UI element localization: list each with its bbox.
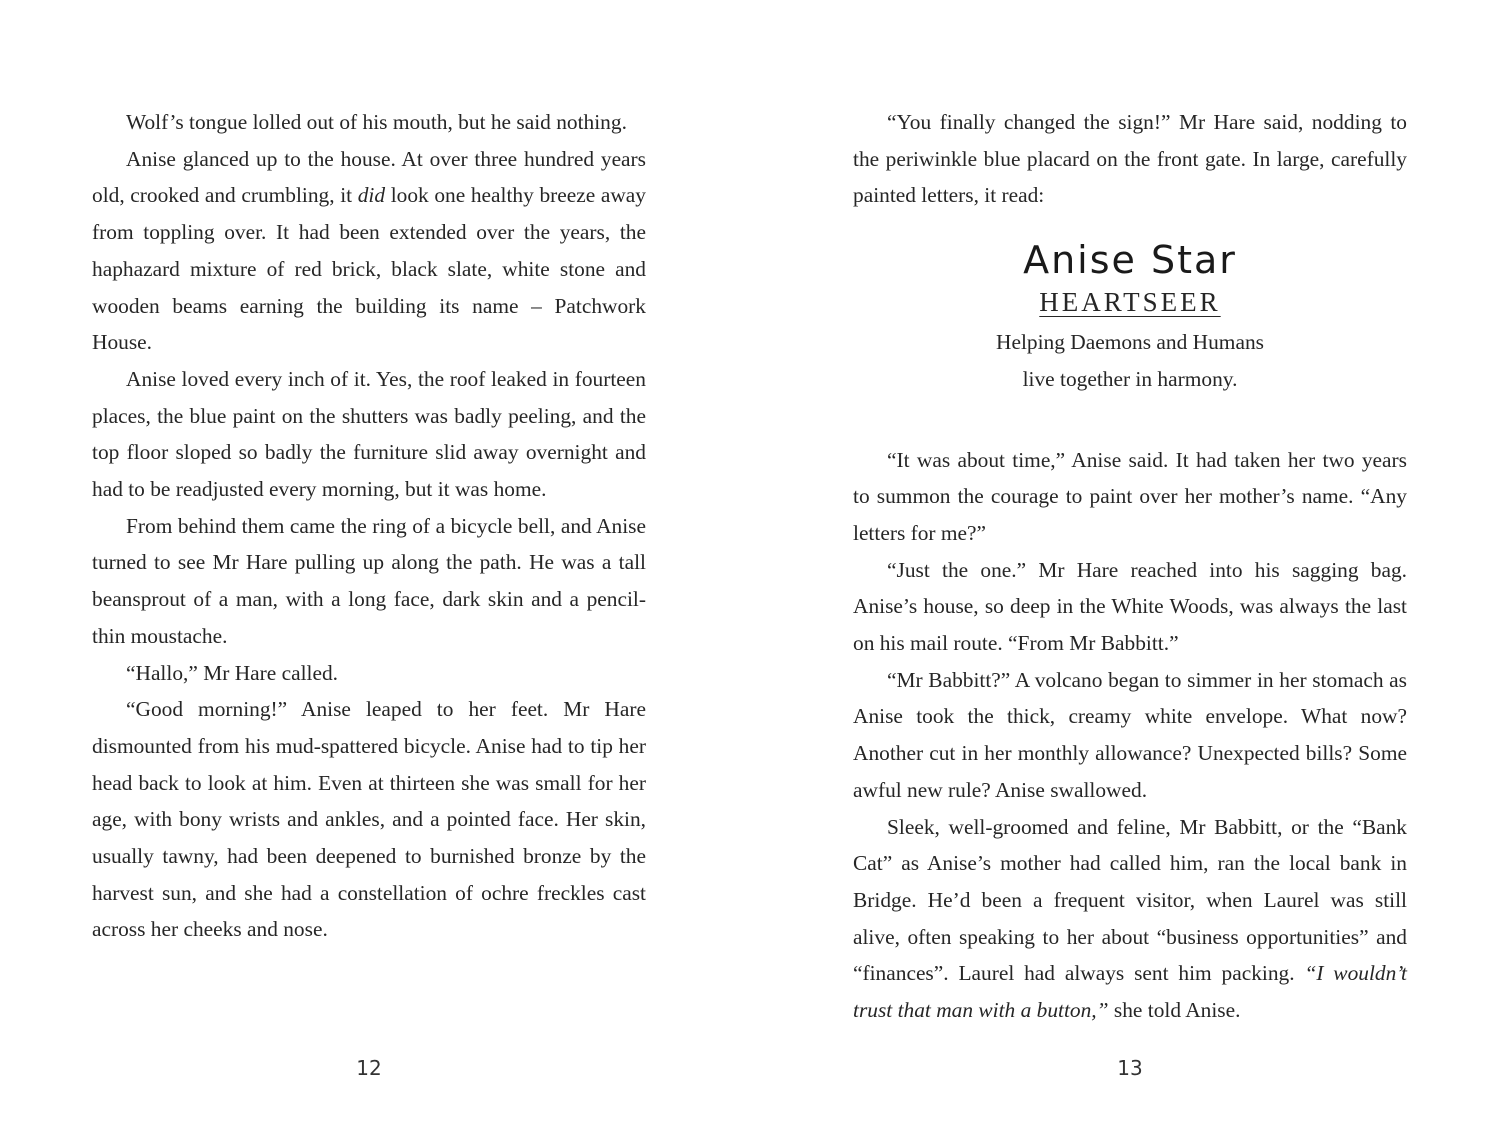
paragraph: From behind them came the ring of a bicycle bell, and Anise turned to see Mr Hare pulling up along the path. He was a tall beansprout of a man, with a long face, dark skin and a pencil-thin moustache. — [92, 513, 646, 648]
paragraph: Anise loved every inch of it. Yes, the roof leaked in fourteen places, the blue paint on the shutters was badly peeling, and the top floor sloped so badly the furniture slid away overnight and had to be readjusted every morning, but it was home. — [92, 366, 646, 502]
sign-line: Helping Daemons and Humans — [996, 330, 1264, 355]
paragraph — [853, 809, 1407, 1029]
paragraph: “Just the one.” Mr Hare reached into his sagging bag. Anise’s house, so deep in the White Woods, was always the last on his mail route. “From Mr Babbitt.” — [853, 557, 1407, 656]
sign-subtitle: HEARTSEER — [1039, 287, 1221, 318]
paragraph: “Good morning!” Anise leaped to her feet. Mr Hare dismounted from his mud-spattered bicycle. Anise had to tip her head back to look at him. Even at thirteen she was small for her age, with bony wrists and ankles, and a pointed face. Her skin, usually tawny, had been deepened to burnished bronze by the harvest sun, and she had a constellation of ochre freckles cast across her cheeks and nose. — [92, 697, 646, 942]
page-number: 13 — [1117, 1056, 1143, 1080]
right-page — [853, 104, 1407, 1029]
paragraph: Wolf’s tongue lolled out of his mouth, but he said nothing. — [126, 110, 627, 134]
text-run: look one healthy breeze away from toppling over. It had been extended over the years, the haphazard mixture of red brick, black slate, white stone and wooden beams earning the building its name – Patchwork House. — [92, 183, 646, 355]
sign-title: Anise Star — [1023, 238, 1237, 283]
text-run: Anise glanced up to the house. At over three hundred years old, crooked and crumbling, it — [92, 146, 646, 208]
text-run: she told Anise. — [1108, 998, 1241, 1023]
emphasis: “I wouldn’t trust that man with a button,” — [853, 961, 1407, 1023]
sign-line: live together in harmony. — [1022, 366, 1238, 391]
page-number: 12 — [356, 1056, 382, 1080]
sign-placard — [853, 236, 1407, 397]
paragraph: “You finally changed the sign!” Mr Hare said, nodding to the periwinkle blue placard on the front gate. In large, carefully painted letters, it read: — [853, 110, 1407, 208]
emphasis: did — [357, 183, 386, 208]
left-page — [92, 104, 646, 948]
paragraph: “It was about time,” Anise said. It had taken her two years to summon the courage to paint over her mother’s name. “Any letters for me?” — [853, 447, 1407, 545]
text-run: Sleek, well-groomed and feline, Mr Babbitt, or the “Bank Cat” as Anise’s mother had called him, ran the local bank in Bridge. He’d been a frequent visitor, when Laurel was still alive, often speaking to her about “business opportunities” and “finances”. Laurel had always sent him packing. — [853, 814, 1407, 986]
paragraph: “Hallo,” Mr Hare called. — [126, 660, 339, 685]
paragraph — [92, 141, 646, 361]
paragraph: “Mr Babbitt?” A volcano began to simmer in her stomach as Anise took the thick, creamy white envelope. What now? Another cut in her monthly allowance? Unexpected bills? Some awful new rule? Anise swallowed. — [853, 667, 1407, 802]
